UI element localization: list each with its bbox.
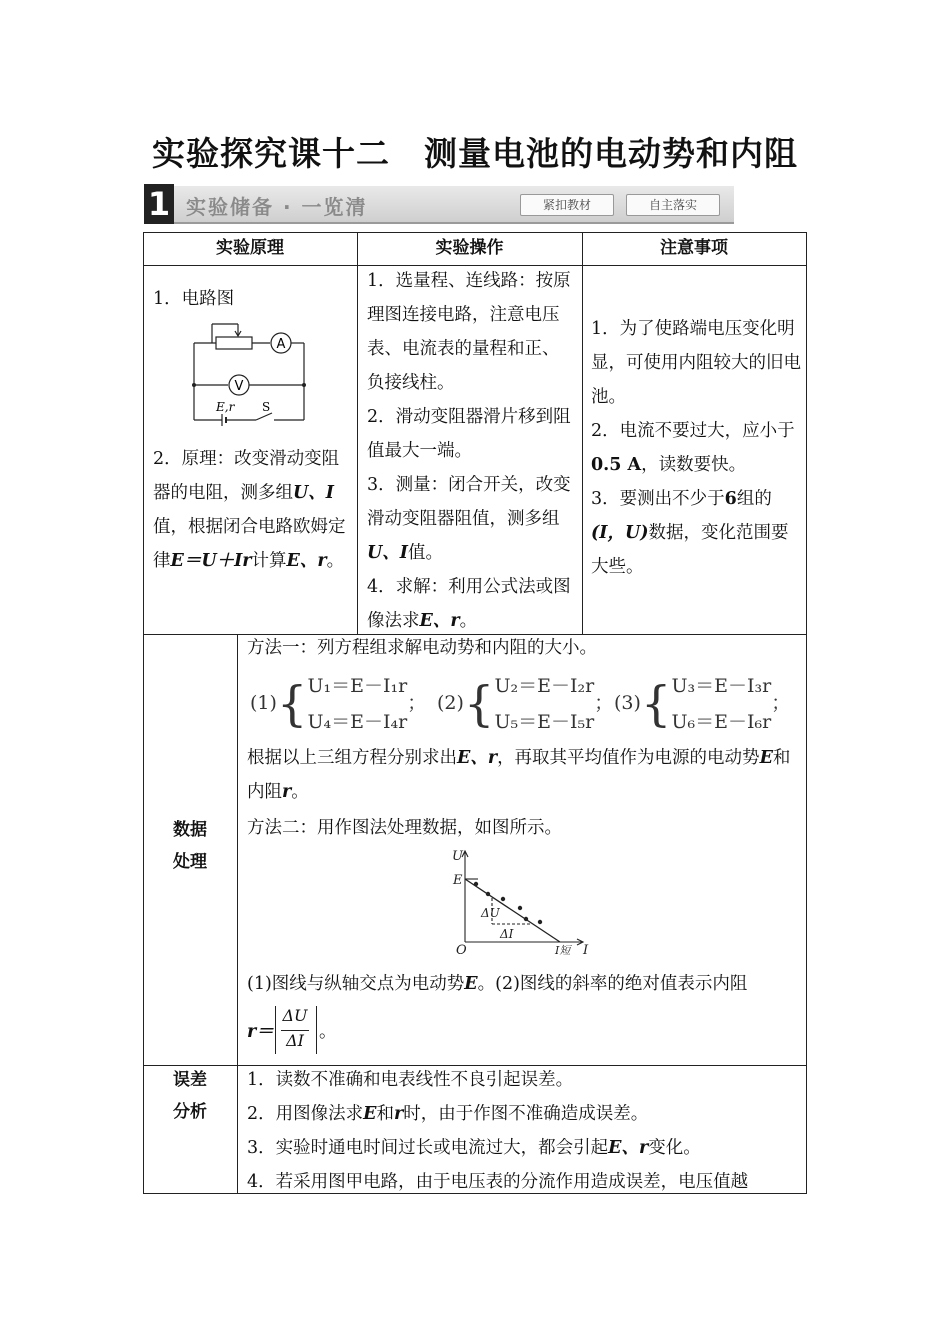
voltmeter-label: V [234, 379, 244, 394]
principle-item-2: 2．原理：改变滑动变阻器的电阻，测多组U、I值，根据闭合电路欧姆定律E＝U＋Ir计算E、r。 [153, 449, 346, 571]
notes-item-3: 3．要测出不少于6组的(I，U)数据，变化范围要大些。 [591, 489, 789, 577]
graph-origin-label: O [456, 943, 467, 958]
section-banner [144, 186, 734, 224]
circuit-diagram [186, 318, 312, 430]
operation-item-2: 2．滑动变阻器滑片移到阻值最大一端。 [367, 407, 571, 461]
data-processing-label: 数据处理 [173, 820, 207, 872]
operation-item-4: 4．求解：利用公式法或图像法求E、r。 [367, 577, 571, 631]
section-number: 1 [144, 184, 174, 224]
principle-item-1: 1．电路图 [153, 289, 235, 309]
source-label: E,r [216, 400, 235, 414]
section-title: 实验储备 · 一览清 [186, 195, 368, 219]
operation-item-1: 1．选量程、连线路：按原理图连接电路，注意电压表、电流表的量程和正、负接线柱。 [367, 271, 571, 393]
equation-group-1: (1){U₁＝E－I₁r U₄＝E－I₄r； [250, 675, 427, 733]
page-title: 实验探究课十二 测量电池的电动势和内阻 [152, 134, 798, 173]
error-item-2: 2．用图像法求E和r时，由于作图不准确造成误差。 [247, 1104, 649, 1124]
operation-item-3: 3．测量：闭合开关，改变滑动变阻器阻值，测多组U、I值。 [367, 475, 571, 563]
header-principle: 实验原理 [216, 238, 284, 258]
error-item-1: 1．读数不准确和电表线性不良引起误差。 [247, 1070, 574, 1090]
u-i-graph [448, 846, 594, 958]
conclusion-text: (1)图线与纵轴交点为电动势E。(2)图线的斜率的绝对值表示内阻 [247, 974, 748, 994]
equation-group-2: (2){U₂＝E－I₂r U₅＝E－I₅r； [437, 675, 614, 733]
graph-intercept-label: E [453, 873, 463, 888]
graph-du-label: ΔU [481, 906, 500, 920]
error-item-3: 3．实验时通电时间过长或电流过大，都会引起E、r变化。 [247, 1138, 701, 1158]
error-item-4: 4．若采用图甲电路，由于电压表的分流作用造成误差，电压值越 [247, 1172, 749, 1192]
operation-list [367, 264, 574, 638]
textbook-button[interactable]: 紧扣教材 [520, 194, 614, 216]
ammeter-label: A [276, 337, 286, 352]
error-analysis-list [247, 1063, 803, 1199]
switch-label: S [262, 400, 271, 414]
header-notes: 注意事项 [660, 238, 728, 258]
notes-list [591, 312, 801, 584]
method-1: 方法一：列方程组求解电动势和内阻的大小。 [247, 638, 597, 658]
header-operation: 实验操作 [435, 238, 504, 258]
notes-item-1: 1．为了使路端电压变化明显，可使用内阻较大的旧电池。 [591, 319, 801, 407]
equation-group-3: (3){U₃＝E－I₃r U₆＝E－I₆r； [614, 675, 791, 733]
self-study-button[interactable]: 自主落实 [626, 194, 720, 216]
graph-y-label: U [452, 849, 463, 864]
method-2: 方法二：用作图法处理数据，如图所示。 [247, 818, 562, 838]
after-equations-text: 根据以上三组方程分别求出E、r，再取其平均值作为电源的电动势E和内阻r。 [247, 748, 791, 802]
graph-di-label: ΔI [500, 927, 514, 941]
graph-x-label: I [583, 943, 589, 958]
error-analysis-label: 误差分析 [173, 1070, 207, 1122]
notes-item-2: 2．电流不要过大，应小于0.5 A，读数要快。 [591, 421, 795, 475]
graph-ishort-label: I短 [555, 944, 571, 957]
